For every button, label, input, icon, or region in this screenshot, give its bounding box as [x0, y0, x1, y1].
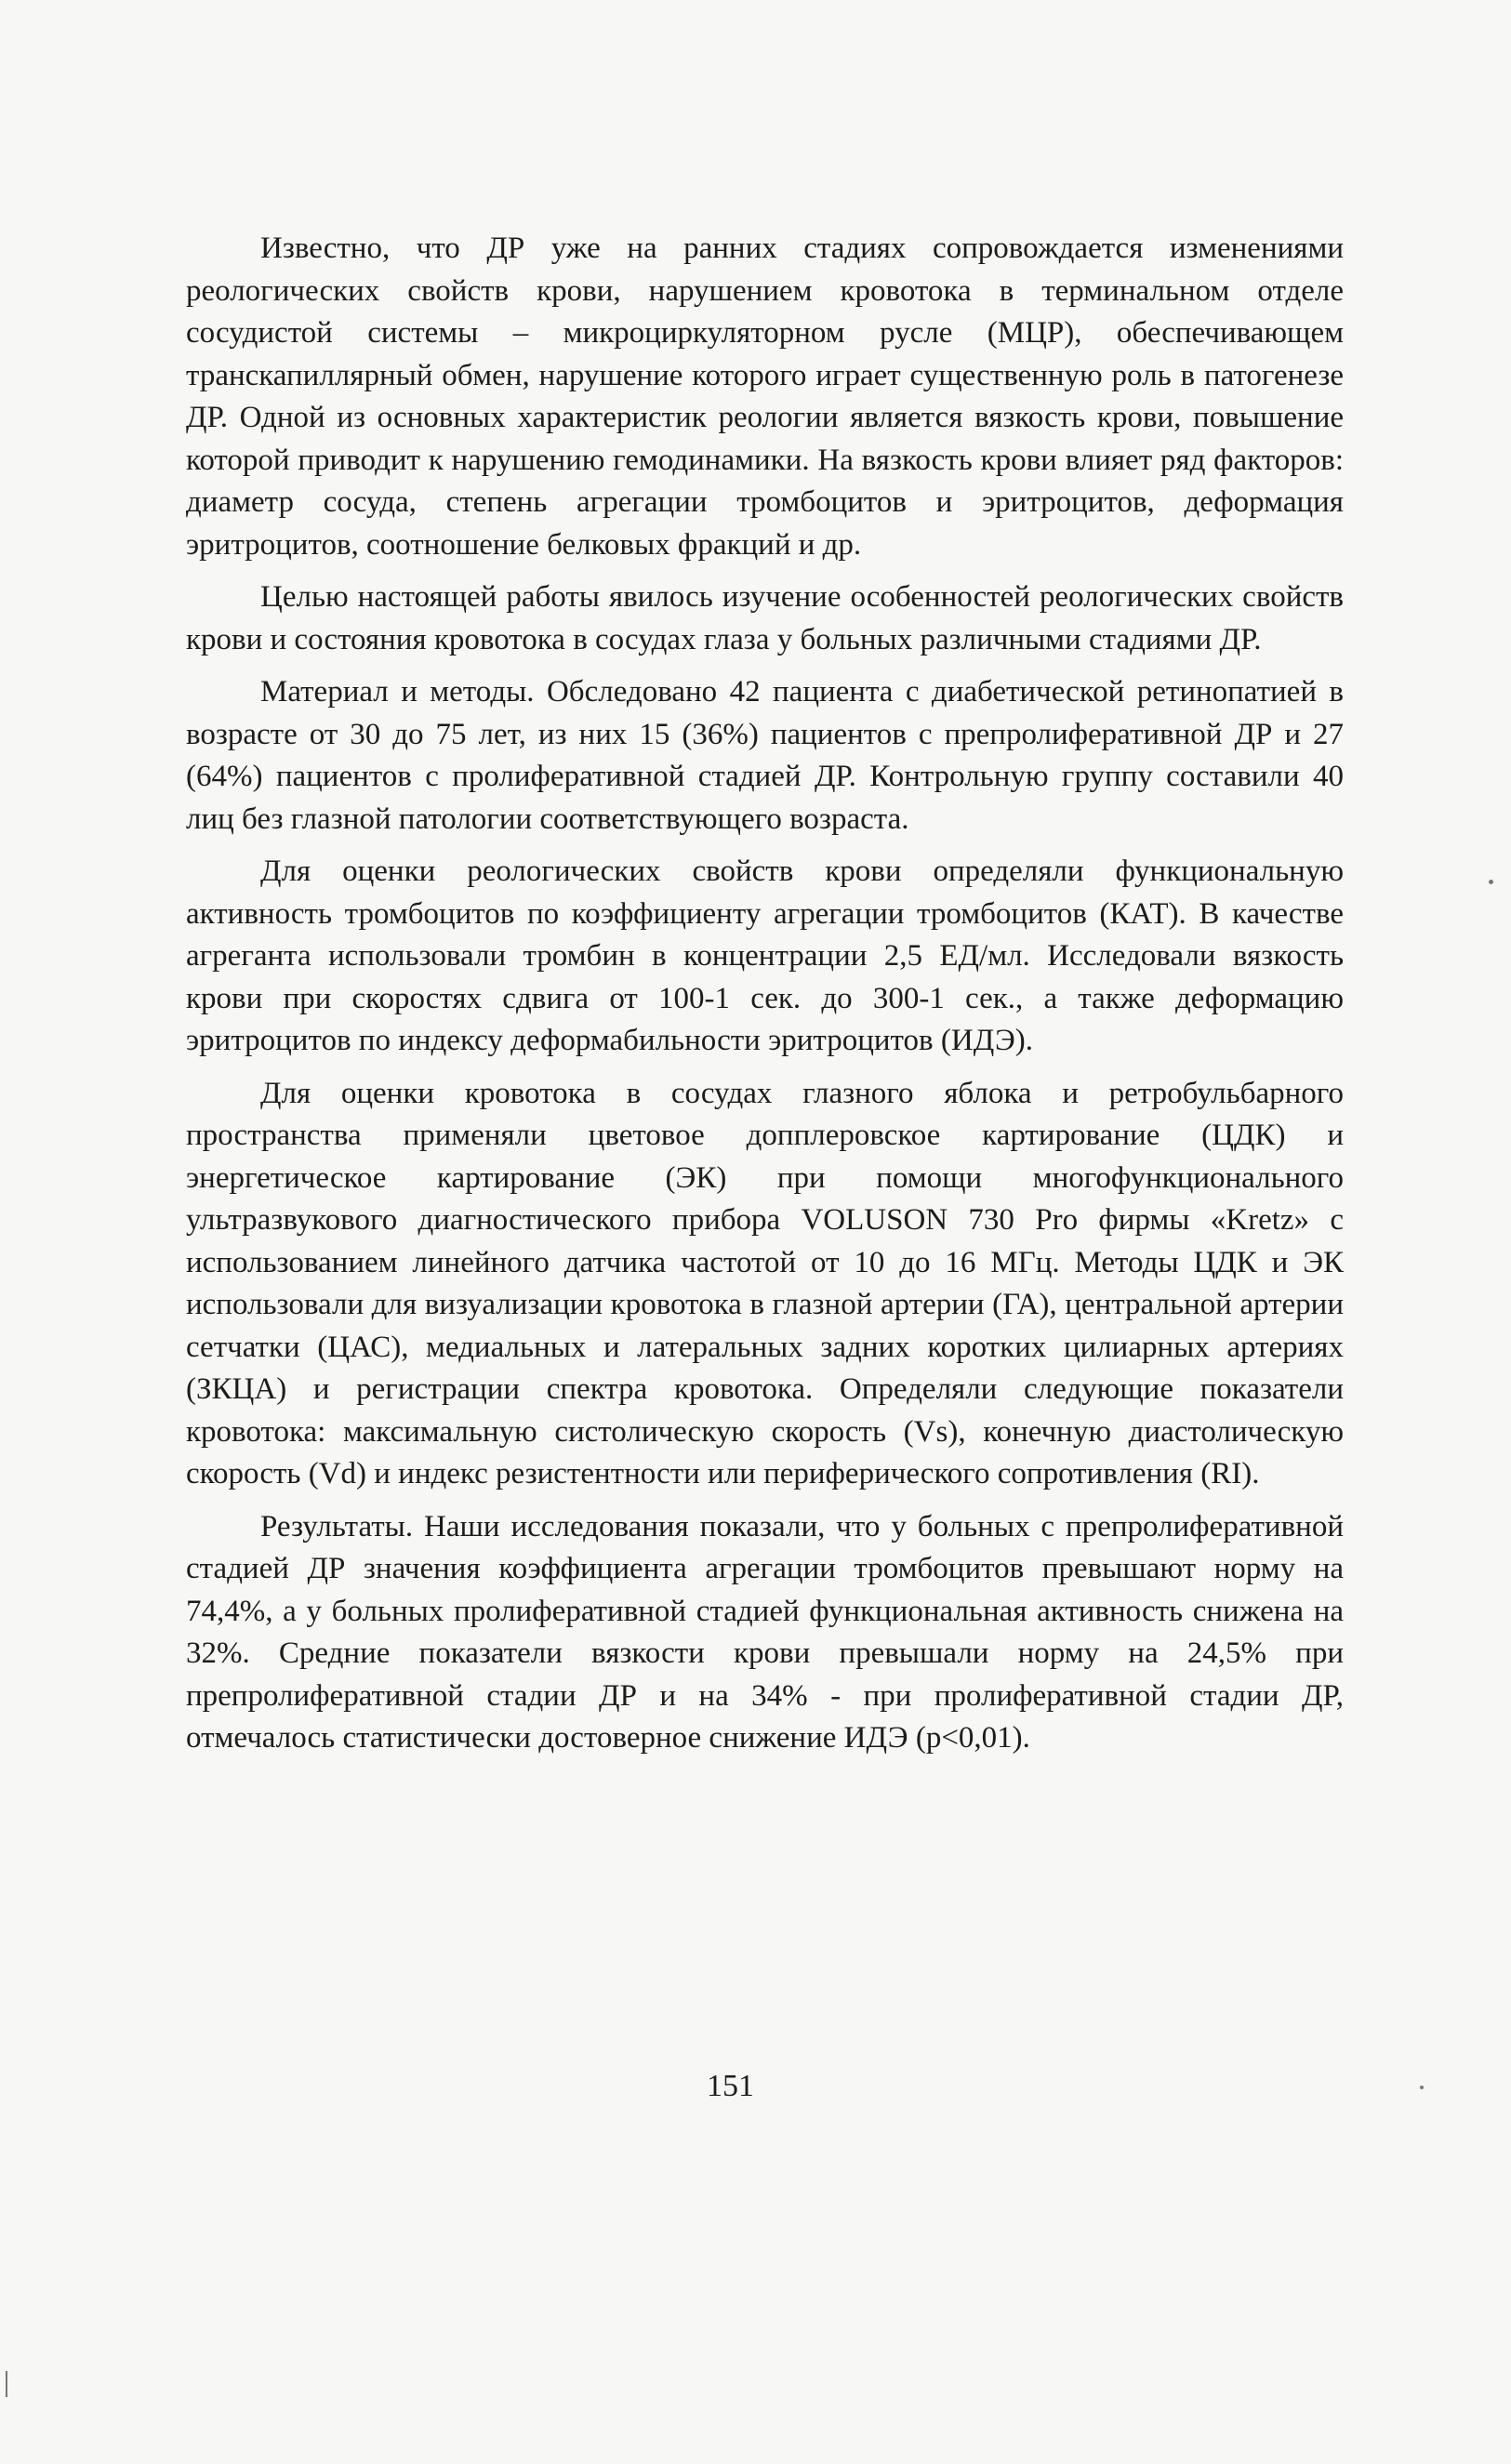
- paragraph-results: Результаты. Наши исследования показали, что у больных с препролиферативной стадией ДР значения коэффициента агрегации тромбоцитов превышают норму на 74,4%, а у больных пролиферативной стадией функциональная активность снижена на 32%. Средние показатели вязкости крови превышали норму на 24,5% при препролиферативной стадии ДР и на 34% - при пролиферативной стадии ДР, отмечалось статистически достоверное снижение ИДЭ (р<0,01).: [186, 1509, 1344, 1755]
- scan-edge-mark: [6, 2371, 7, 2397]
- paragraph-intro: Известно, что ДР уже на ранних стадиях сопровождается изменениями реологических свойств крови, нарушением кровотока в терминальном отделе сосудистой системы – микроциркуляторном русле (МЦР), обеспечивающем транскапиллярный обмен, нарушение которого играет существенную роль в патогенезе ДР. Одной из основных характеристик реологии является вязкость крови, повышение которой приводит к нарушению гемодинамики. На вязкость крови влияет ряд факторов: диаметр сосуда, степень агрегации тромбоцитов и эритроцитов, деформация эритроцитов, соотношение белковых фракций и др.: [186, 232, 1344, 562]
- document-body: [186, 228, 1344, 1760]
- scan-speck: [1489, 880, 1493, 884]
- paragraph-rheology-methods: Для оценки реологических свойств крови определяли функциональную активность тромбоцитов по коэффициенту агрегации тромбоцитов (КАТ). В качестве агреганта использовали тромбин в концентрации 2,5 ЕД/мл. Исследовали вязкость крови при скоростях сдвига от 100-1 сек. до 300-1 сек., а также деформацию эритроцитов по индексу деформабильности эритроцитов (ИДЭ).: [186, 854, 1344, 1057]
- paragraph-doppler-methods: Для оценки кровотока в сосудах глазного яблока и ретробульбарного пространства применяли цветовое допплеровское картирование (ЦДК) и энергетическое картирование (ЭК) при помощи многофункционального ультразвукового диагностического прибора VOLUSON 730 Pro фирмы «Kretz» с использованием линейного датчика частотой от 10 до 16 МГц. Методы ЦДК и ЭК использовали для визуализации кровотока в глазной артерии (ГА), центральной артерии сетчатки (ЦАС), медиальных и латеральных задних коротких цилиарных артериях (ЗКЦА) и регистрации спектра кровотока. Определяли следующие показатели кровотока: максимальную систолическую скорость (Vs), конечную диастолическую скорость (Vd) и индекс резистентности или периферического сопротивления (RI).: [186, 1076, 1344, 1490]
- paragraph-aim: Целью настоящей работы явилось изучение особенностей реологических свойств крови и состояния кровотока в сосудах глаза у больных различными стадиями ДР.: [186, 580, 1344, 656]
- page-number: 151: [707, 2069, 754, 2103]
- paragraph-materials-methods: Материал и методы. Обследовано 42 пациента с диабетической ретинопатией в возрасте от 30 до 75 лет, из них 15 (36%) пациентов с препролиферативной ДР и 27 (64%) пациентов с пролиферативной стадией ДР. Контрольную группу составили 40 лиц без глазной патологии соответствующего возраста.: [186, 675, 1344, 836]
- scan-speck: [1420, 2086, 1424, 2089]
